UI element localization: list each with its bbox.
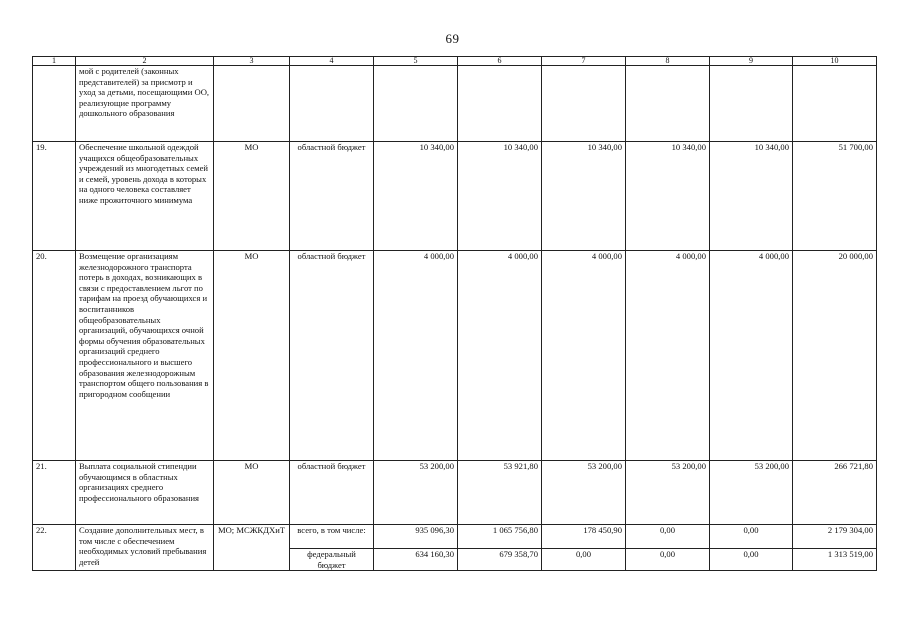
value-cell: 53 200,00 (542, 461, 626, 525)
description-cell: Создание дополнительных мест, в том числе с обеспечением необходимых условий пребывания детей (76, 525, 214, 571)
value-cell: 10 340,00 (626, 142, 710, 251)
column-header: 6 (458, 57, 542, 66)
row-number-cell (33, 66, 76, 142)
column-header: 3 (214, 57, 290, 66)
description-cell: Обеспечение школьной одеждой учащихся общеобразовательных учреждений из многодетных семей и семей, уровень дохода в которых на одного человека составляет ниже прожиточного минимума (76, 142, 214, 251)
value-cell: 679 358,70 (458, 549, 542, 571)
executor-cell: МО (214, 251, 290, 461)
value-cell: 634 160,30 (374, 549, 458, 571)
table-row (33, 525, 877, 549)
executor-cell: МО (214, 461, 290, 525)
value-cell: 10 340,00 (374, 142, 458, 251)
value-cell: 10 340,00 (542, 142, 626, 251)
value-cell: 0,00 (626, 549, 710, 571)
row-number-cell: 19. (33, 142, 76, 251)
description-cell: Выплата социальной стипендии обучающимся в областных организациях среднего профессионального образования (76, 461, 214, 525)
table-row (33, 461, 877, 525)
column-header: 4 (290, 57, 374, 66)
value-cell: 0,00 (710, 549, 793, 571)
value-cell: 10 340,00 (710, 142, 793, 251)
funding-source-cell: областной бюджет (290, 461, 374, 525)
value-cell: 0,00 (710, 525, 793, 549)
funding-source-cell: всего, в том числе: (290, 525, 374, 549)
table-row (33, 251, 877, 461)
value-cell (542, 66, 626, 142)
budget-table (32, 56, 877, 571)
value-cell (458, 66, 542, 142)
value-cell: 0,00 (626, 525, 710, 549)
value-cell: 4 000,00 (626, 251, 710, 461)
description-cell: Возмещение организациям железнодорожного транспорта потерь в доходах, возникающих в связи с предоставлением льгот по тарифам на проезд обучающихся и воспитанников общеобразовательных организаций, обучающихся очной формы обучения образовательных организаций среднего профессионального и высшего образования железнодорожным транспортом общего пользования в пригородном сообщении (76, 251, 214, 461)
column-number-row (33, 57, 877, 66)
value-cell: 1 065 756,80 (458, 525, 542, 549)
executor-cell: МО; МСЖКДХиТ (214, 525, 290, 571)
column-header: 5 (374, 57, 458, 66)
value-cell: 4 000,00 (458, 251, 542, 461)
value-cell: 935 096,30 (374, 525, 458, 549)
funding-source-cell: федеральный бюджет (290, 549, 374, 571)
value-cell: 20 000,00 (793, 251, 877, 461)
value-cell: 0,00 (542, 549, 626, 571)
value-cell: 10 340,00 (458, 142, 542, 251)
value-cell: 51 700,00 (793, 142, 877, 251)
page-number: 69 (445, 31, 460, 46)
value-cell: 53 200,00 (374, 461, 458, 525)
funding-source-cell (290, 66, 374, 142)
value-cell: 4 000,00 (374, 251, 458, 461)
value-cell (374, 66, 458, 142)
table-row (33, 142, 877, 251)
value-cell (710, 66, 793, 142)
value-cell: 1 313 519,00 (793, 549, 877, 571)
value-cell (793, 66, 877, 142)
table-row-continuation (33, 66, 877, 142)
column-header: 7 (542, 57, 626, 66)
funding-source-cell: областной бюджет (290, 251, 374, 461)
funding-source-cell: областной бюджет (290, 142, 374, 251)
column-header: 1 (33, 57, 76, 66)
value-cell: 53 200,00 (626, 461, 710, 525)
executor-cell: МО (214, 142, 290, 251)
column-header: 2 (76, 57, 214, 66)
executor-cell (214, 66, 290, 142)
row-number-cell: 22. (33, 525, 76, 571)
value-cell: 53 200,00 (710, 461, 793, 525)
value-cell: 4 000,00 (710, 251, 793, 461)
description-cell: мой с родителей (законных представителей) за присмотр и уход за детьми, посещающими ОО, реализующие программу дошкольного образования (76, 66, 214, 142)
value-cell: 266 721,80 (793, 461, 877, 525)
value-cell: 2 179 304,00 (793, 525, 877, 549)
column-header: 10 (793, 57, 877, 66)
row-number-cell: 21. (33, 461, 76, 525)
column-header: 9 (710, 57, 793, 66)
value-cell: 4 000,00 (542, 251, 626, 461)
row-number-cell: 20. (33, 251, 76, 461)
value-cell: 178 450,90 (542, 525, 626, 549)
value-cell (626, 66, 710, 142)
value-cell: 53 921,80 (458, 461, 542, 525)
column-header: 8 (626, 57, 710, 66)
